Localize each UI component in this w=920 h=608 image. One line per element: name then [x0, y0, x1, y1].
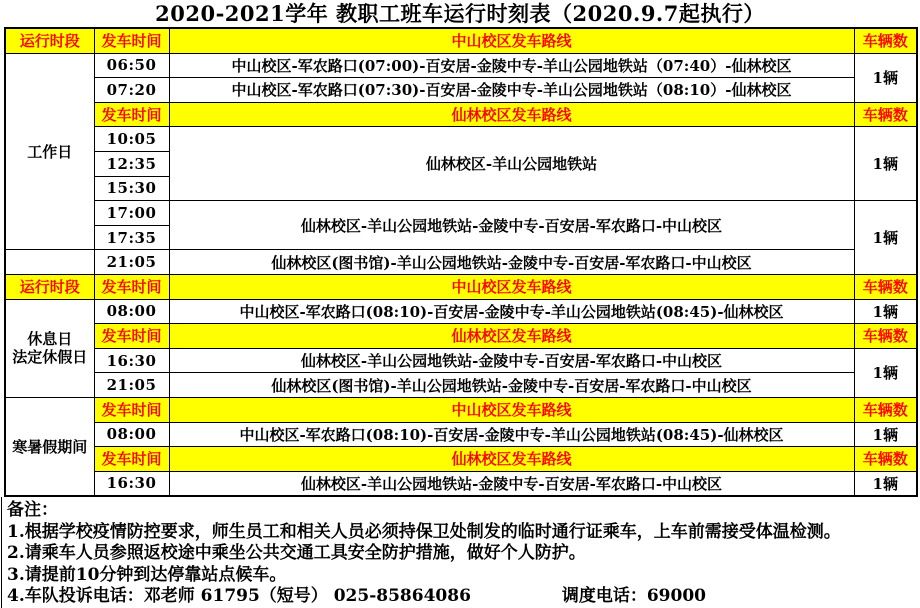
- zhongshan-route-header: 中山校区发车路线: [169, 397, 854, 422]
- page-title: 2020-2021学年 教职工班车运行时刻表（2020.9.7起执行）: [155, 1, 765, 26]
- table-row: [5, 324, 917, 349]
- period-workday: 工作日: [5, 53, 94, 250]
- route-cell: 中山校区-军农路口(08:10)-百安居-金陵中专-羊山公园地铁站(08:45)-仙林校区: [169, 299, 854, 324]
- period-weekend-line2: 法定休假日: [12, 348, 88, 367]
- time-column-header: 发车时间: [94, 274, 169, 299]
- time-column-header: 发车时间: [94, 28, 169, 53]
- time-cell: 07:20: [94, 78, 169, 103]
- route-cell: 仙林校区(图书馆)-羊山公园地铁站-金陵中专-百安居-军农路口-中山校区: [169, 373, 854, 398]
- notes-heading: 备注：: [7, 500, 58, 521]
- period-column-header: 运行时段: [5, 28, 94, 53]
- route-cell: 中山校区-军农路口(08:10)-百安居-金陵中专-羊山公园地铁站(08:45)-仙林校区: [169, 422, 854, 447]
- note-item-1: 1.根据学校疫情防控要求，师生员工和相关人员必须持保卫处制发的临时通行证乘车，上车前需接受体温检测。: [7, 521, 841, 542]
- table-row: [5, 102, 917, 127]
- table-row: [5, 348, 917, 373]
- period-weekend-line1: 休息日: [27, 330, 73, 349]
- time-column-header: 发车时间: [94, 324, 169, 349]
- time-cell: 17:00: [94, 201, 169, 226]
- route-cell: 仙林校区(图书馆)-羊山公园地铁站-金陵中专-百安居-军农路口-中山校区: [169, 250, 854, 275]
- table-row: [5, 299, 917, 324]
- time-cell: 08:00: [94, 299, 169, 324]
- zhongshan-route-header: 中山校区发车路线: [169, 274, 854, 299]
- route-cell: 仙林校区-羊山公园地铁站-金陵中专-百安居-军农路口-中山校区: [169, 201, 854, 250]
- time-column-header: 发车时间: [94, 447, 169, 472]
- period-empty-cell: [5, 250, 94, 275]
- table-row: [5, 397, 917, 422]
- vehicles-column-header: 车辆数: [854, 102, 917, 127]
- vehicles-cell: 1辆: [854, 299, 917, 324]
- time-cell: 21:05: [94, 373, 169, 398]
- table-row: [5, 447, 917, 472]
- vehicles-cell: 1辆: [854, 53, 917, 102]
- notes-section: [1, 497, 920, 608]
- xianlin-route-header: 仙林校区发车路线: [169, 447, 854, 472]
- schedule-table: [4, 27, 918, 497]
- time-cell: 12:35: [94, 151, 169, 176]
- dispatch-phone-text: 调度电话：69000: [561, 586, 706, 607]
- route-cell: 中山校区-军农路口(07:00)-百安居-金陵中专-羊山公园地铁站（07:40）-仙林校区: [169, 53, 854, 78]
- note-item-3: 3.请提前10分钟到达停靠站点候车。: [7, 564, 287, 585]
- vehicles-column-header: 车辆数: [854, 324, 917, 349]
- table-row: [5, 422, 917, 447]
- note-item-2: 2.请乘车人员参照返校途中乘坐公共交通工具安全防护措施，做好个人防护。: [7, 543, 586, 564]
- period-vacation: 寒暑假期间: [5, 397, 94, 496]
- table-row: [5, 28, 917, 53]
- vehicles-column-header: 车辆数: [854, 397, 917, 422]
- vehicles-column-header: 车辆数: [854, 447, 917, 472]
- vehicles-column-header: 车辆数: [854, 274, 917, 299]
- table-row: [5, 373, 917, 398]
- note-item-4: [7, 586, 920, 608]
- time-column-header: 发车时间: [94, 397, 169, 422]
- table-row: [5, 127, 917, 152]
- vehicles-cell: 1辆: [854, 348, 917, 397]
- table-row: [5, 250, 917, 275]
- complaint-phone-text: 4.车队投诉电话：邓老师 61795（短号） 025-85864086: [7, 586, 471, 607]
- zhongshan-route-header: 中山校区发车路线: [169, 28, 854, 53]
- time-cell: 21:05: [94, 250, 169, 275]
- vehicles-cell: 1辆: [854, 127, 917, 201]
- table-row: [5, 53, 917, 78]
- xianlin-route-header: 仙林校区发车路线: [169, 102, 854, 127]
- route-cell: 中山校区-军农路口(07:30)-百安居-金陵中专-羊山公园地铁站（08:10）-仙林校区: [169, 78, 854, 103]
- time-cell: 08:00: [94, 422, 169, 447]
- route-cell: 仙林校区-羊山公园地铁站-金陵中专-百安居-军农路口-中山校区: [169, 348, 854, 373]
- vehicles-cell: 1辆: [854, 471, 917, 496]
- table-row: [5, 78, 917, 103]
- table-row: [5, 471, 917, 496]
- time-column-header: 发车时间: [94, 102, 169, 127]
- route-cell: 仙林校区-羊山公园地铁站: [169, 127, 854, 201]
- period-column-header: 运行时段: [5, 274, 94, 299]
- vehicles-cell: 1辆: [854, 201, 917, 275]
- time-cell: 16:30: [94, 471, 169, 496]
- time-cell: 16:30: [94, 348, 169, 373]
- time-cell: 15:30: [94, 176, 169, 201]
- time-cell: 06:50: [94, 53, 169, 78]
- xianlin-route-header: 仙林校区发车路线: [169, 324, 854, 349]
- table-row: [5, 201, 917, 226]
- route-cell: 仙林校区-羊山公园地铁站-金陵中专-百安居-军农路口-中山校区: [169, 471, 854, 496]
- time-cell: 10:05: [94, 127, 169, 152]
- time-cell: 17:35: [94, 225, 169, 250]
- vehicles-column-header: 车辆数: [854, 28, 917, 53]
- vehicles-cell: 1辆: [854, 422, 917, 447]
- table-row: [5, 274, 917, 299]
- period-weekend: [5, 299, 94, 397]
